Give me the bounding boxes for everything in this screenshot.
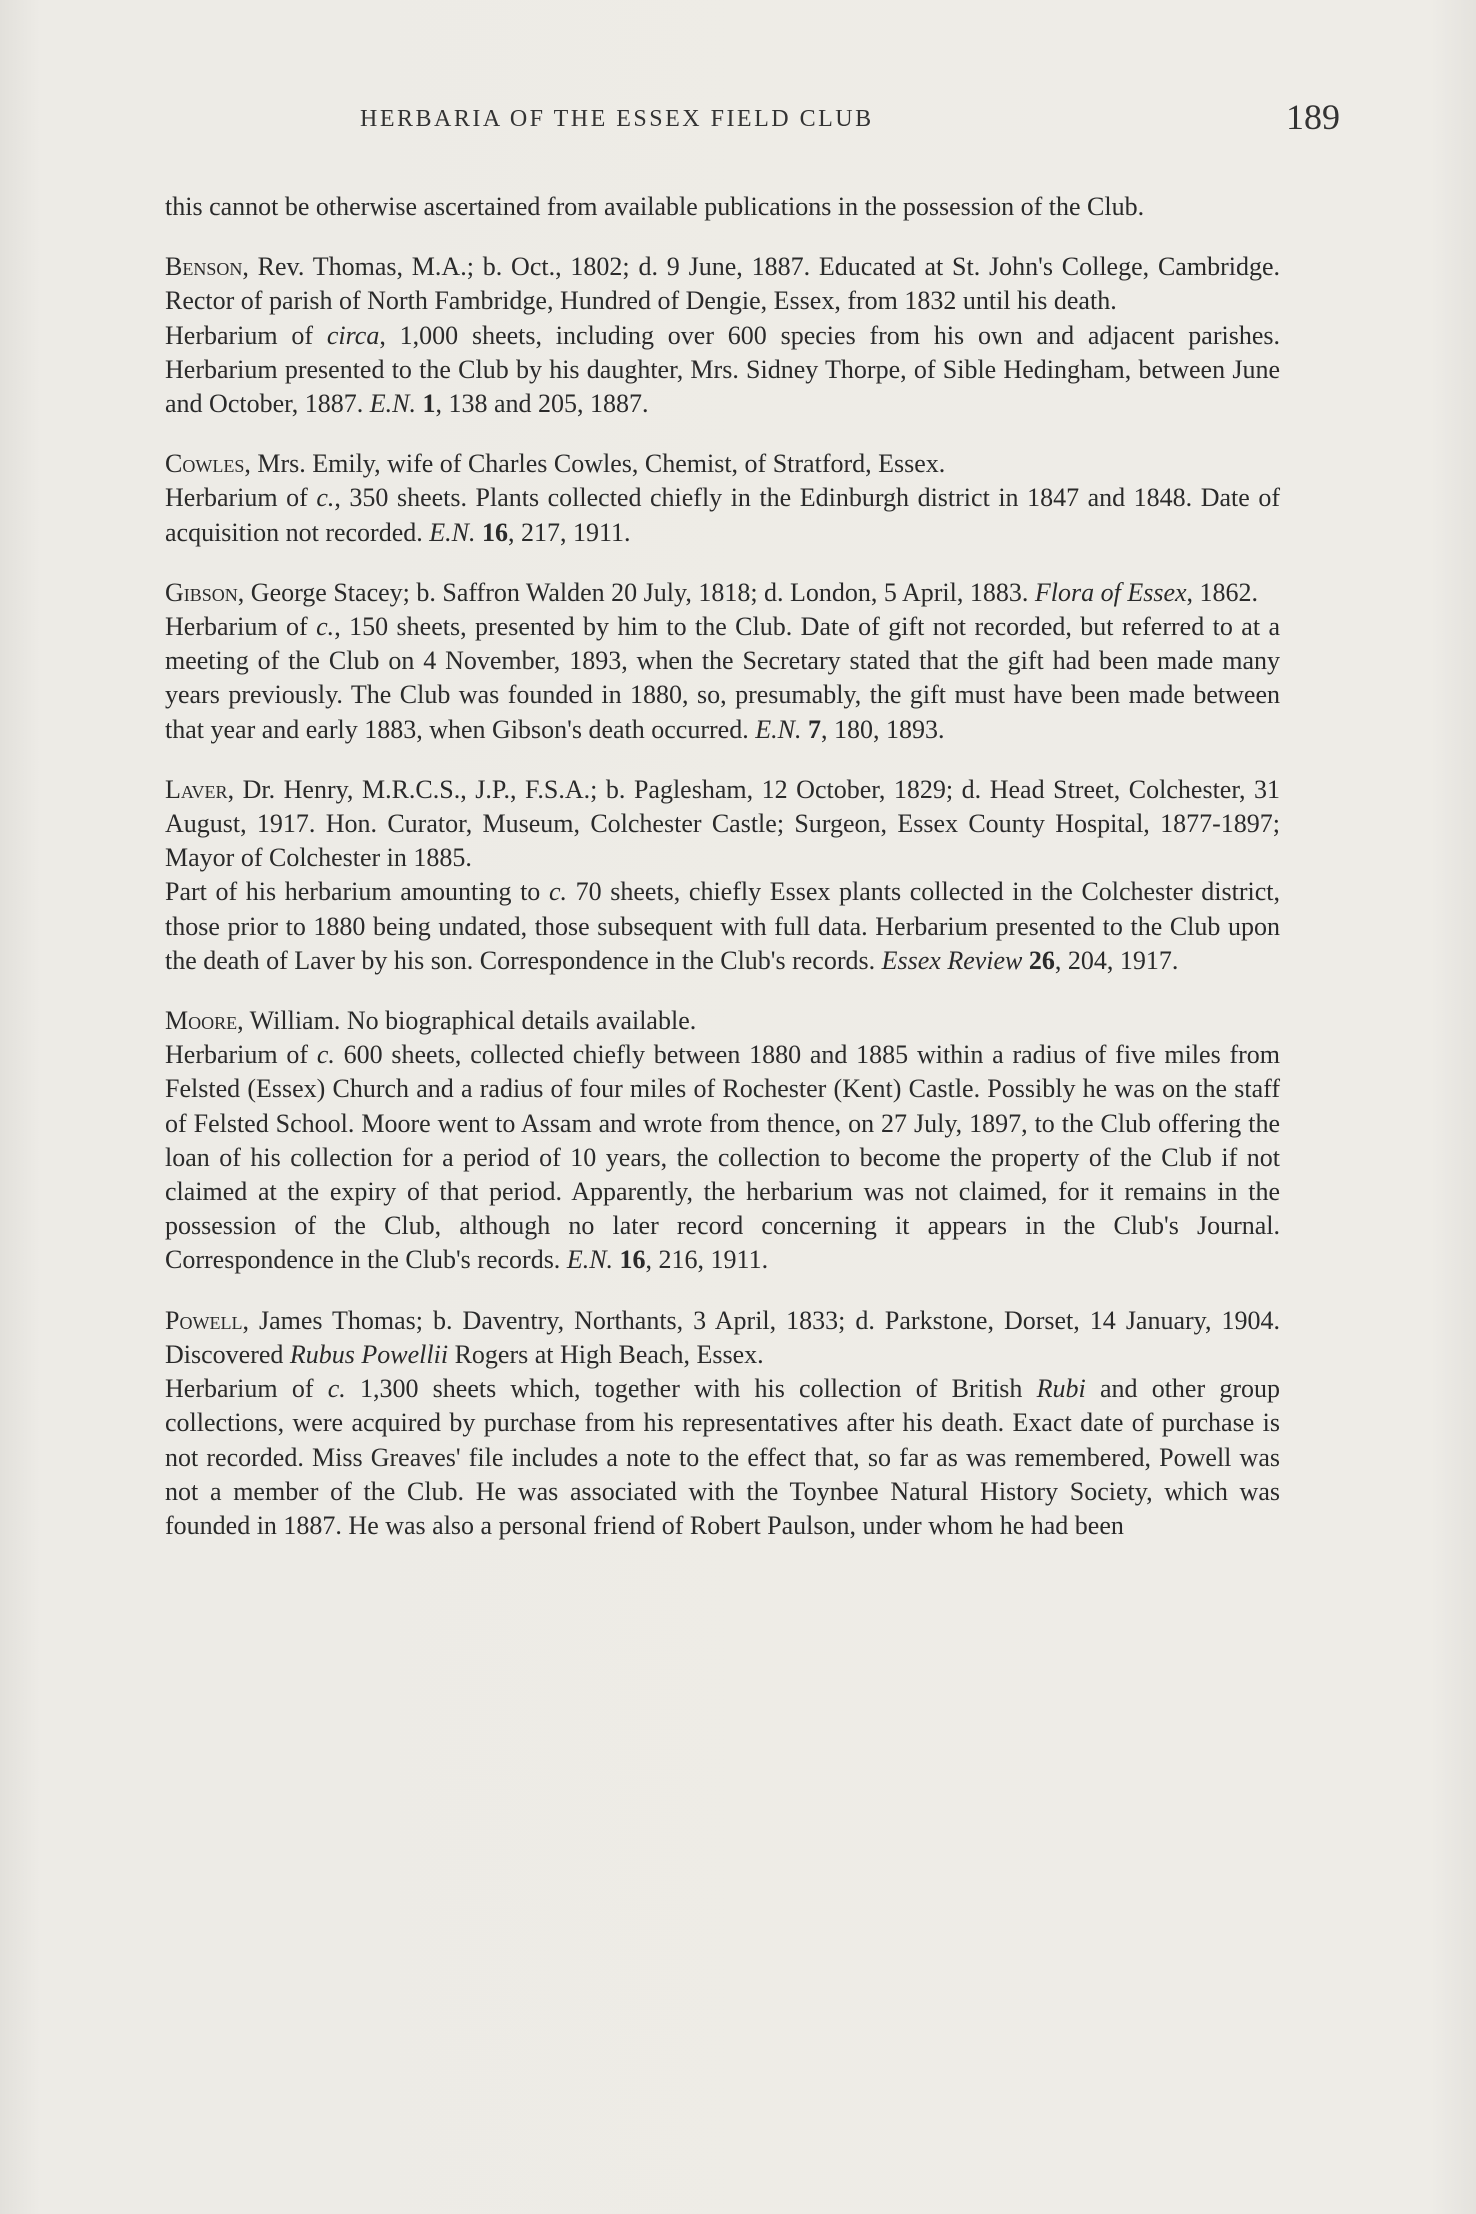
entry-surname: Powell (165, 1305, 243, 1335)
entry-laver-herbarium: Part of his herbarium amounting to c. 70 sheets, chiefly Essex plants collected in the Colchester district, those prior to 1880 being undated, those subsequent with full data. Herbarium presented to the Club upon the death of Laver by his son. Correspondence in the Club's records. Essex Review 26, 204, 1917. (165, 877, 1280, 975)
entry-surname: Laver (165, 774, 228, 804)
entry-surname: Moore (165, 1006, 238, 1036)
entry-cowles-herbarium: Herbarium of c., 350 sheets. Plants collected chiefly in the Edinburgh district in 1847 and 1848. Date of acquisition not recorded. E.N. 16, 217, 1911. (165, 483, 1280, 547)
entry-moore-bio: Moore, William. No biographical details available. (165, 1006, 697, 1036)
body-text (165, 190, 1280, 1543)
entry-surname: Gibson (165, 577, 238, 607)
entry-gibson-bio: Gibson, George Stacey; b. Saffron Walden 20 July, 1818; d. London, 5 April, 1883. Flora of Essex, 1862. (165, 577, 1259, 607)
entry-moore-herbarium: Herbarium of c. 600 sheets, collected chiefly between 1880 and 1885 within a radius of five miles from Felsted (Essex) Church and a radius of four miles of Rochester (Kent) Castle. Possibly he was on the staff of Felsted School. Moore went to Assam and wrote from thence, on 27 July, 1897, to the Club offering the loan of his collection for a period of 10 years, the collection to become the property of the Club if not claimed at the expiry of that period. Apparently, the herbarium was not claimed, for it remains in the possession of the Club, although no later record concerning it appears in the Club's Journal. Correspondence in the Club's records. E.N. 16, 216, 1911. (165, 1040, 1280, 1275)
entry-gibson-herbarium: Herbarium of c., 150 sheets, presented by him to the Club. Date of gift not recorded, but referred to at a meeting of the Club on 4 November, 1893, when the Secretary stated that the gift had been made many years previously. The Club was founded in 1880, so, presumably, the gift must have been made between that year and early 1883, when Gibson's death occurred. E.N. 7, 180, 1893. (165, 612, 1281, 744)
entry-benson-herbarium: Herbarium of circa, 1,000 sheets, including over 600 species from his own and adjacent parishes. Herbarium presented to the Club by his daughter, Mrs. Sidney Thorpe, of Sible Hedingham, between June and October, 1887. E.N. 1, 138 and 205, 1887. (165, 320, 1280, 419)
entry-cowles-bio: Cowles, Mrs. Emily, wife of Charles Cowles, Chemist, of Stratford, Essex. (165, 449, 946, 479)
intro-paragraph: this cannot be otherwise ascertained from available publications in the possession of the Club. (165, 192, 1145, 221)
entry-surname: Benson (165, 252, 243, 282)
entry-powell-bio: Powell, James Thomas; b. Daventry, Northants, 3 April, 1833; d. Parkstone, Dorset, 14 January, 1904. Discovered Rubus Powellii Rogers at High Beach, Essex. (165, 1305, 1280, 1369)
entry-surname: Cowles (165, 449, 245, 479)
page-header (120, 97, 1340, 160)
entry-powell-herbarium: Herbarium of c. 1,300 sheets which, together with his collection of British Rubi and other group collections, were acquired by purchase from his representatives after his death. Exact date of purchase is not recorded. Miss Greaves' file includes a note to the effect that, so far as was remembered, Powell was not a member of the Club. He was associated with the Toynbee Natural History Society, which was founded in 1887. He was also a personal friend of Robert Paulson, under whom he had been (165, 1374, 1280, 1540)
entry-benson-bio: Benson, Rev. Thomas, M.A.; b. Oct., 1802; d. 9 June, 1887. Educated at St. John's College, Cambridge. Rector of parish of North Fambridge, Hundred of Dengie, Essex, from 1832 until his death. (165, 252, 1280, 316)
page-number: 189 (1286, 97, 1340, 137)
running-head: HERBARIA OF THE ESSEX FIELD CLUB (360, 106, 874, 132)
entry-laver-bio: Laver, Dr. Henry, M.R.C.S., J.P., F.S.A.; b. Paglesham, 12 October, 1829; d. Head Street, Colchester, 31 August, 1917. Hon. Curator, Museum, Colchester Castle; Surgeon, Essex County Hospital, 1877-1897; Mayor of Colchester in 1885. (165, 774, 1280, 873)
